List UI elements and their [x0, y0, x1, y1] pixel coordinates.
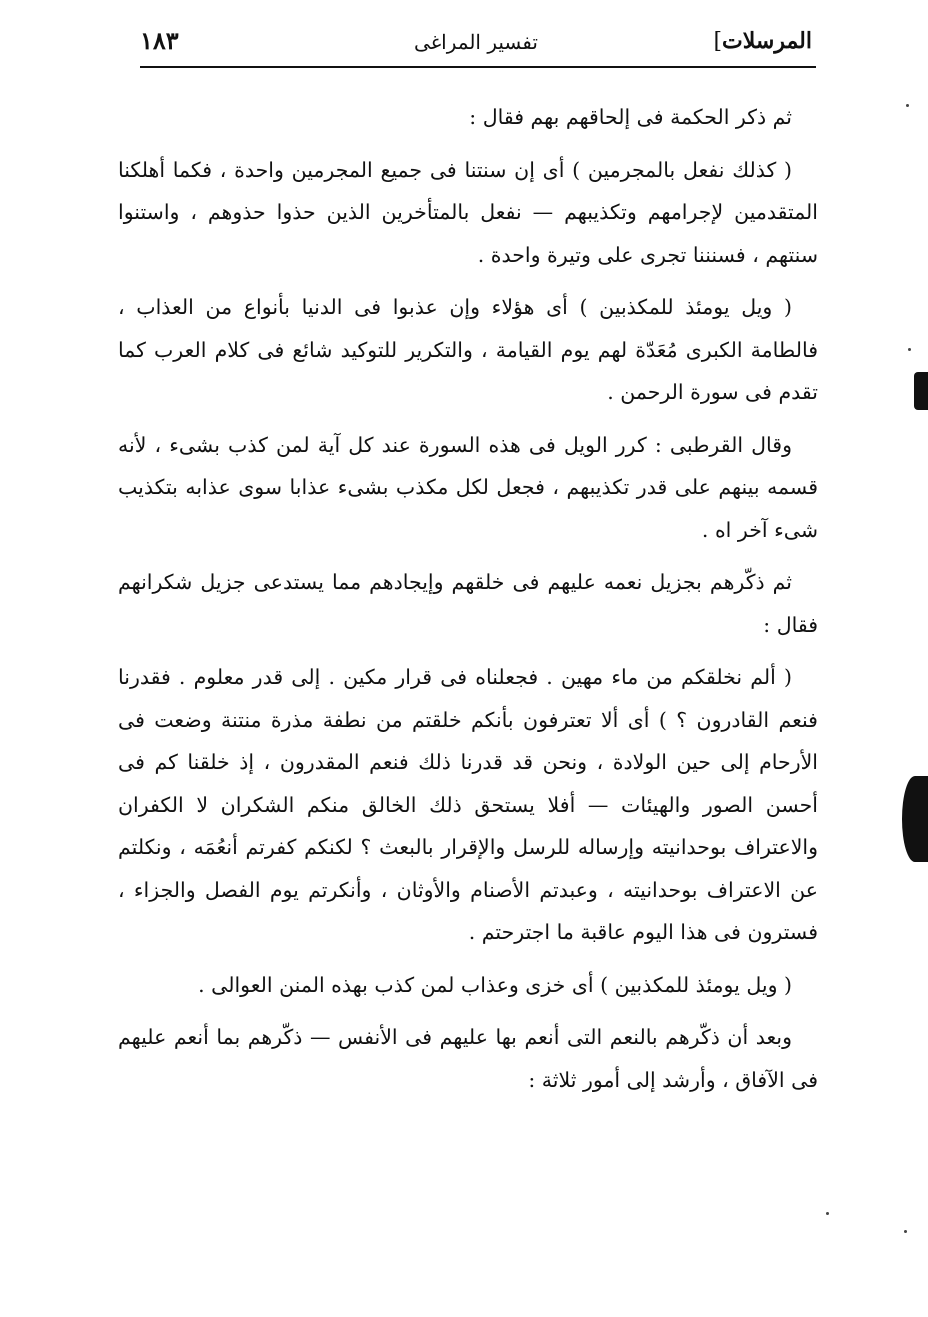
running-header	[140, 24, 812, 68]
surah-label: المرسلات	[722, 28, 812, 54]
scan-speck	[908, 348, 911, 351]
surah-name	[709, 28, 812, 54]
scan-ink-blot	[902, 776, 928, 862]
page-number: ١٨٣	[140, 26, 179, 55]
paragraph-4: وقال القرطبى : كرر الويل فى هذه السورة عند كل آية لمن كذب بشىء ، لأنه قسمه بينهم على قدر تكذيبهم ، فجعل لكل مكذب بشىء عذابا سوى عذابه بتكذيب شىء آخر اه .	[118, 432, 818, 542]
scan-speck	[904, 1230, 907, 1233]
paragraph-2: ( كذلك نفعل بالمجرمين ) أى إن سنتنا فى جميع المجرمين واحدة ، فكما أهلكنا المتقدمين لإجرامهم وتكذيبهم — نفعل بالمتأخرين الذين حذوا حذوهم ، واستنوا سنتهم ، فسنننا تجرى على وتيرة واحدة .	[118, 157, 818, 267]
paragraph-8: وبعد أن ذكّرهم بالنعم التى أنعم بها عليهم فى الأنفس — ذكّرهم بما أنعم عليهم فى الآفاق ، وأرشد إلى أمور ثلاثة :	[118, 1025, 818, 1092]
page-body	[118, 96, 818, 1111]
paragraph-7: ( ويل يومئذ للمكذبين ) أى خزى وعذاب لمن كذب بهذه المنن العوالى .	[198, 972, 792, 997]
scan-speck	[906, 104, 909, 107]
scan-speck	[826, 1212, 829, 1215]
paragraph-3: ( ويل يومئذ للمكذبين ) أى هؤلاء وإن عذبوا فى الدنيا بأنواع من العذاب ، فالطامة الكبرى مُعَدّة لهم يوم القيامة ، والتكرير للتوكيد شائع فى كلام العرب كما تقدم فى سورة الرحمن .	[118, 295, 818, 404]
header-bracket: ]	[713, 29, 723, 54]
paragraph-1: ثم ذكر الحكمة فى إلحاقهم بهم فقال :	[469, 105, 792, 129]
header-divider	[140, 66, 816, 68]
paragraph-6: ( ألم نخلقكم من ماء مهين . فجعلناه فى قرار مكين . إلى قدر معلوم . فقدرنا فنعم القادرون ؟ ) أى ألا تعترفون بأنكم خلقتم من نطفة مذرة منتنة وضعت فى الأرحام إلى حين الولادة ، ونحن قد قدرنا ذلك فنعم المقدرون ، إذ خلقنا كم فى أحسن الصور والهيئات — أفلا يستحق ذلك الخالق منكم الشكران لا الكفران والاعتراف بوحدانيته وإرساله للرسل والإقرار بالبعث ؟ لكنكم كفرتم أنعُمَه ، ونكلتم عن الاعتراف بوحدانيته ، وعبدتم الأصنام والأوثان ، وأنكرتم يوم الفصل والجزاء ، فسترون فى هذا اليوم عاقبة ما اجترحتم .	[118, 665, 818, 944]
book-title: تفسير المراغى	[414, 30, 538, 54]
paragraph-5: ثم ذكّرهم بجزيل نعمه عليهم فى خلقهم وإيجادهم مما يستدعى جزيل شكرانهم فقال :	[118, 570, 818, 637]
scan-ink-blot	[914, 372, 928, 410]
